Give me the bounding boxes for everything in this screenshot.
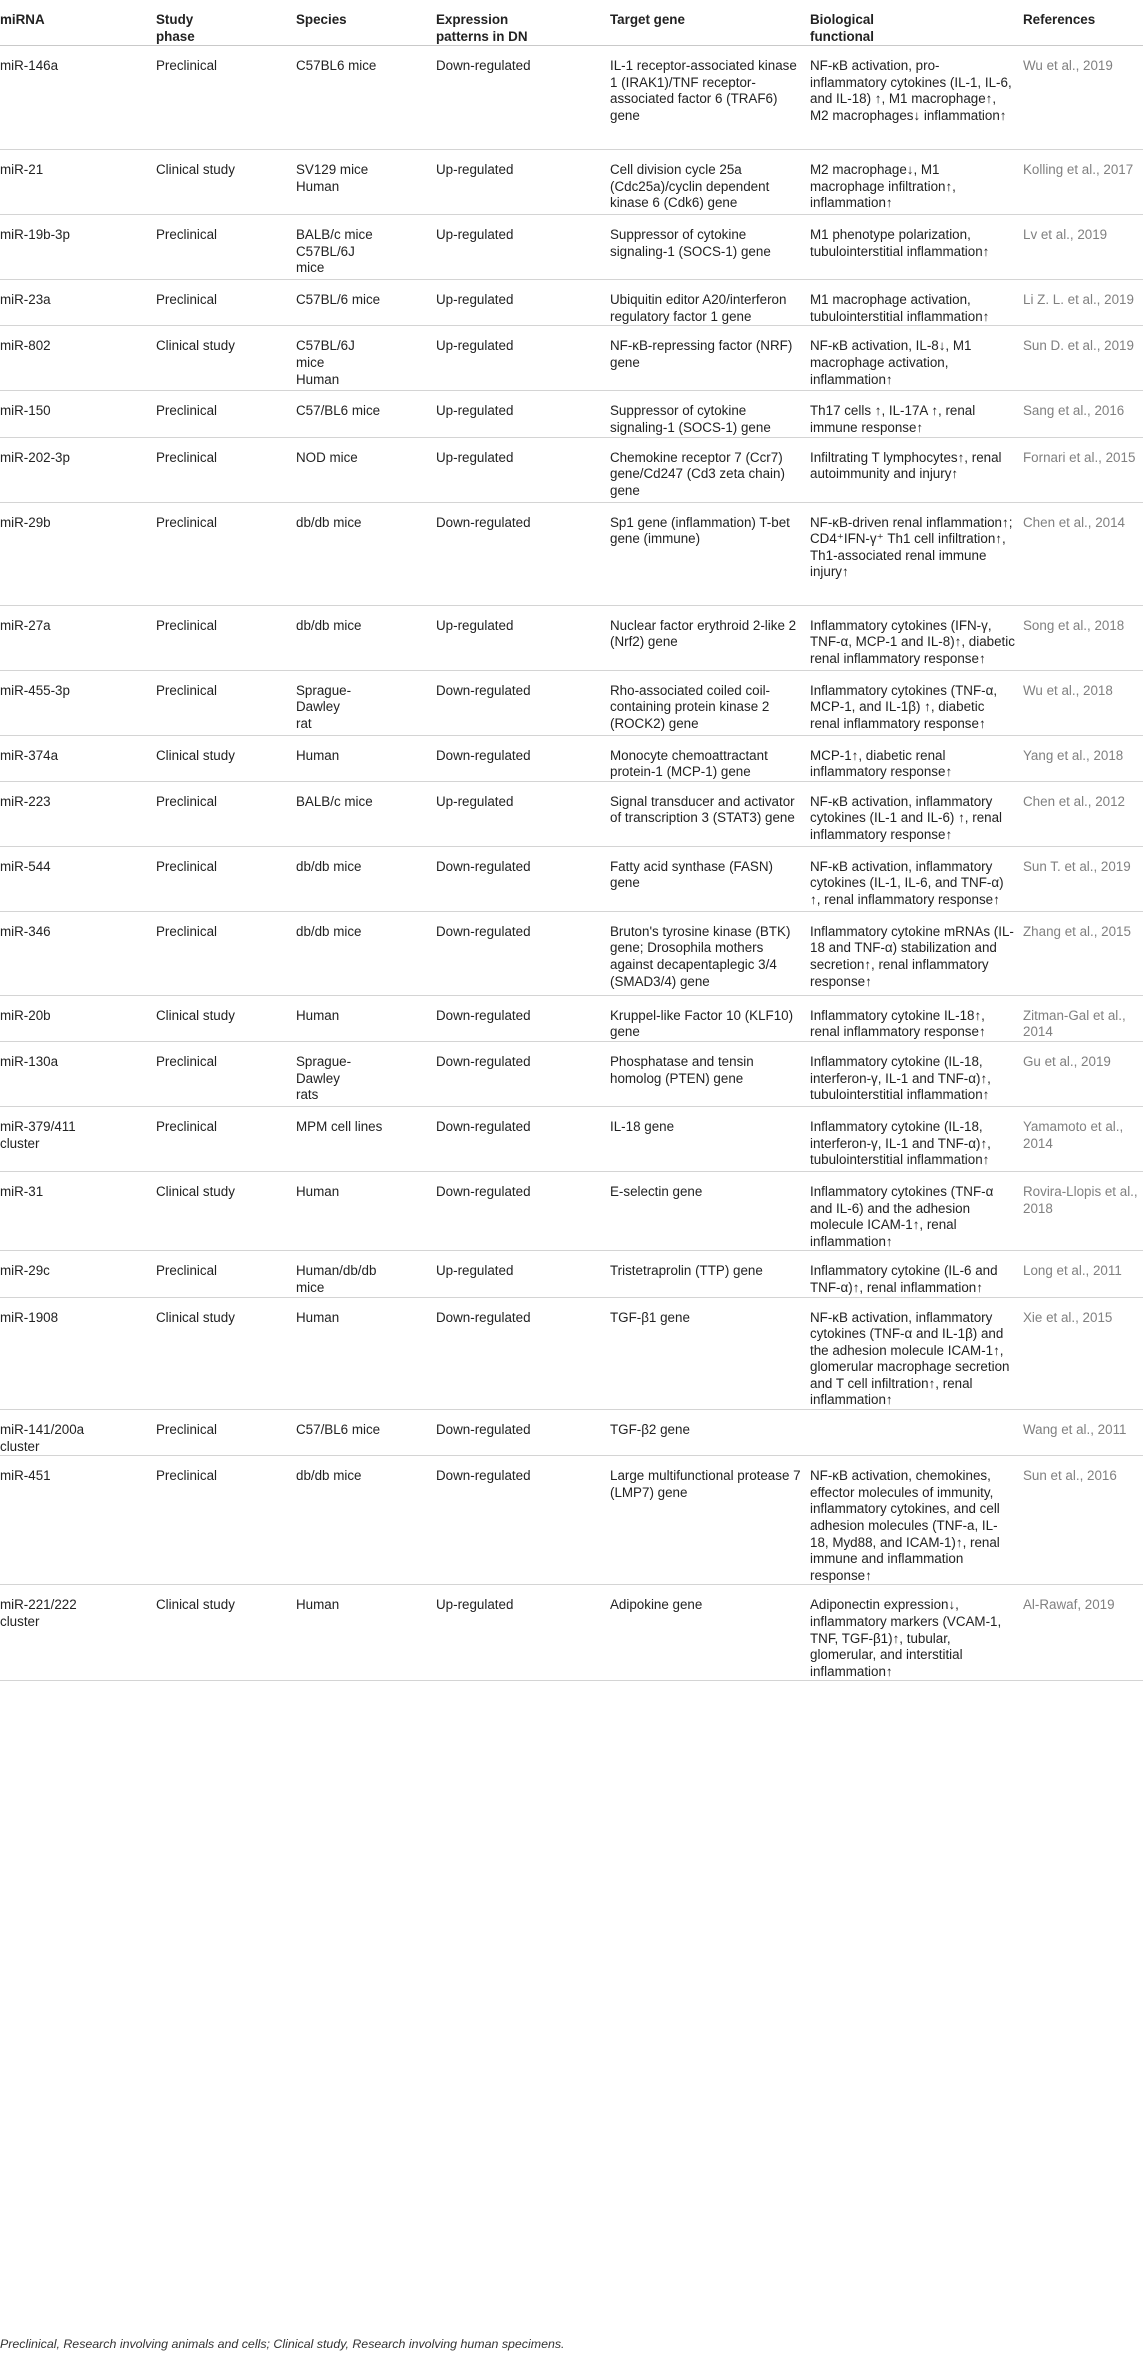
cell-biological-function: Inflammatory cytokines (TNF-α, MCP-1, and IL-1β) ↑, diabetic renal inflammatory response↑ (806, 670, 1019, 735)
cell-target-gene: E-selectin gene (606, 1171, 806, 1250)
cell-reference: Yang et al., 2018 (1019, 735, 1143, 781)
cell-target-gene: Fatty acid synthase (FASN) gene (606, 846, 806, 911)
cell-reference: Gu et al., 2019 (1019, 1041, 1143, 1106)
cell-mirna: miR-202-3p (0, 437, 152, 502)
cell-target-gene: Signal transducer and activator of transcription 3 (STAT3) gene (606, 781, 806, 846)
cell-reference: Sun et al., 2016 (1019, 1456, 1143, 1585)
cell-expression: Down-regulated (432, 735, 606, 781)
cell-biological-function: NF-κB activation, inflammatory cytokines (IL-1 and IL-6) ↑, renal inflammatory response↑ (806, 781, 1019, 846)
cell-mirna: miR-379/411 cluster (0, 1106, 152, 1171)
cell-reference: Chen et al., 2012 (1019, 781, 1143, 846)
cell-target-gene: Cell division cycle 25a (Cdc25a)/cyclin dependent kinase 6 (Cdk6) gene (606, 150, 806, 215)
cell-biological-function: Th17 cells ↑, IL-17A ↑, renal immune response↑ (806, 391, 1019, 437)
cell-biological-function: NF-κB-driven renal inflammation↑; CD4⁺IFN-γ⁺ Th1 cell infiltration↑, Th1-associated renal immune injury↑ (806, 502, 1019, 605)
cell-mirna: miR-1908 (0, 1297, 152, 1410)
cell-species: Human (292, 1297, 432, 1410)
cell-target-gene: Chemokine receptor 7 (Ccr7) gene/Cd247 (Cd3 zeta chain) gene (606, 437, 806, 502)
cell-study-phase: Preclinical (152, 391, 292, 437)
cell-species: BALB/c mice (292, 781, 432, 846)
cell-mirna: miR-21 (0, 150, 152, 215)
cell-reference: Li Z. L. et al., 2019 (1019, 280, 1143, 326)
cell-species: Sprague- Dawley rat (292, 670, 432, 735)
cell-biological-function: Inflammatory cytokines (TNF-α and IL-6) and the adhesion molecule ICAM-1↑, renal inflammation↑ (806, 1171, 1019, 1250)
table-row (0, 1171, 1143, 1250)
cell-expression: Up-regulated (432, 781, 606, 846)
cell-mirna: miR-374a (0, 735, 152, 781)
cell-reference: Zitman-Gal et al., 2014 (1019, 995, 1143, 1041)
cell-species: Human (292, 735, 432, 781)
cell-mirna: miR-141/200a cluster (0, 1410, 152, 1456)
cell-target-gene: Sp1 gene (inflammation) T-bet gene (immune) (606, 502, 806, 605)
cell-reference: Sang et al., 2016 (1019, 391, 1143, 437)
cell-expression: Up-regulated (432, 1585, 606, 1681)
cell-expression: Up-regulated (432, 215, 606, 280)
table-row (0, 1251, 1143, 1297)
cell-expression: Down-regulated (432, 1171, 606, 1250)
cell-study-phase: Clinical study (152, 150, 292, 215)
cell-expression: Up-regulated (432, 280, 606, 326)
cell-expression: Up-regulated (432, 326, 606, 391)
cell-mirna: miR-146a (0, 46, 152, 150)
cell-species: db/db mice (292, 911, 432, 995)
cell-target-gene: IL-18 gene (606, 1106, 806, 1171)
table-row (0, 391, 1143, 437)
cell-species: Human (292, 1171, 432, 1250)
cell-expression: Up-regulated (432, 1251, 606, 1297)
cell-expression: Down-regulated (432, 46, 606, 150)
cell-species: db/db mice (292, 846, 432, 911)
cell-biological-function: Inflammatory cytokine (IL-18, interferon-γ, IL-1 and TNF-α)↑, tubulointerstitial inflammation↑ (806, 1041, 1019, 1106)
cell-species: SV129 mice Human (292, 150, 432, 215)
cell-study-phase: Preclinical (152, 280, 292, 326)
cell-target-gene: Suppressor of cytokine signaling-1 (SOCS-1) gene (606, 391, 806, 437)
header-references: References (1019, 0, 1143, 46)
cell-target-gene: Rho-associated coiled coil-containing protein kinase 2 (ROCK2) gene (606, 670, 806, 735)
cell-study-phase: Clinical study (152, 1171, 292, 1250)
cell-study-phase: Preclinical (152, 215, 292, 280)
table-row (0, 1456, 1143, 1585)
cell-target-gene: Ubiquitin editor A20/interferon regulatory factor 1 gene (606, 280, 806, 326)
cell-species: NOD mice (292, 437, 432, 502)
cell-expression: Down-regulated (432, 1456, 606, 1585)
cell-study-phase: Preclinical (152, 46, 292, 150)
table-row (0, 215, 1143, 280)
cell-study-phase: Clinical study (152, 326, 292, 391)
cell-biological-function: Inflammatory cytokine (IL-18, interferon-γ, IL-1 and TNF-α)↑, tubulointerstitial inflammation↑ (806, 1106, 1019, 1171)
cell-study-phase: Clinical study (152, 1297, 292, 1410)
cell-mirna: miR-27a (0, 605, 152, 670)
cell-reference: Lv et al., 2019 (1019, 215, 1143, 280)
table-row (0, 502, 1143, 605)
cell-study-phase: Preclinical (152, 1041, 292, 1106)
cell-target-gene: Bruton's tyrosine kinase (BTK) gene; Drosophila mothers against decapentaplegic 3/4 (SMAD3/4) gene (606, 911, 806, 995)
cell-species: C57BL6 mice (292, 46, 432, 150)
cell-target-gene: IL-1 receptor-associated kinase 1 (IRAK1)/TNF receptor-associated factor 6 (TRAF6) gene (606, 46, 806, 150)
table-row (0, 781, 1143, 846)
cell-target-gene: Nuclear factor erythroid 2-like 2 (Nrf2) gene (606, 605, 806, 670)
table-row (0, 846, 1143, 911)
header-expression-patterns: Expression patterns in DN (432, 0, 606, 46)
cell-biological-function: NF-κB activation, inflammatory cytokines (IL-1, IL-6, and TNF-α) ↑, renal inflammatory response↑ (806, 846, 1019, 911)
cell-mirna: miR-20b (0, 995, 152, 1041)
cell-species: MPM cell lines (292, 1106, 432, 1171)
table-row (0, 150, 1143, 215)
cell-species: BALB/c mice C57BL/6J mice (292, 215, 432, 280)
cell-study-phase: Preclinical (152, 437, 292, 502)
cell-biological-function: NF-κB activation, IL-8↓, M1 macrophage activation, inflammation↑ (806, 326, 1019, 391)
cell-expression: Down-regulated (432, 502, 606, 605)
cell-mirna: miR-802 (0, 326, 152, 391)
cell-expression: Down-regulated (432, 670, 606, 735)
header-mirna: miRNA (0, 0, 152, 46)
cell-target-gene: Tristetraprolin (TTP) gene (606, 1251, 806, 1297)
cell-study-phase: Preclinical (152, 670, 292, 735)
table-row (0, 670, 1143, 735)
cell-species: C57/BL6 mice (292, 1410, 432, 1456)
cell-target-gene: Monocyte chemoattractant protein-1 (MCP-1) gene (606, 735, 806, 781)
header-row (0, 0, 1143, 46)
table-row (0, 437, 1143, 502)
header-species: Species (292, 0, 432, 46)
cell-biological-function: NF-κB activation, chemokines, effector molecules of immunity, inflammatory cytokines, and cell adhesion molecules (TNF-a, IL-18, Myd88, and ICAM-1)↑, renal immune and inflammation response↑ (806, 1456, 1019, 1585)
cell-expression: Down-regulated (432, 1041, 606, 1106)
table-row (0, 46, 1143, 150)
table-row (0, 1410, 1143, 1456)
cell-expression: Down-regulated (432, 1410, 606, 1456)
cell-reference: Wu et al., 2019 (1019, 46, 1143, 150)
cell-study-phase: Preclinical (152, 781, 292, 846)
cell-reference: Fornari et al., 2015 (1019, 437, 1143, 502)
cell-mirna: miR-19b-3p (0, 215, 152, 280)
cell-reference: Wu et al., 2018 (1019, 670, 1143, 735)
cell-study-phase: Preclinical (152, 846, 292, 911)
header-biological-functional: Biological functional (806, 0, 1019, 46)
cell-mirna: miR-29b (0, 502, 152, 605)
cell-expression: Up-regulated (432, 437, 606, 502)
cell-mirna: miR-346 (0, 911, 152, 995)
table-row (0, 1585, 1143, 1681)
cell-expression: Down-regulated (432, 1297, 606, 1410)
cell-species: Human (292, 1585, 432, 1681)
table-row (0, 995, 1143, 1041)
cell-study-phase: Clinical study (152, 735, 292, 781)
cell-biological-function (806, 1410, 1019, 1456)
table-row (0, 1041, 1143, 1106)
cell-mirna: miR-29c (0, 1251, 152, 1297)
table-row (0, 911, 1143, 995)
cell-target-gene: Large multifunctional protease 7 (LMP7) gene (606, 1456, 806, 1585)
cell-expression: Down-regulated (432, 1106, 606, 1171)
cell-species: Sprague- Dawley rats (292, 1041, 432, 1106)
table-body (0, 46, 1143, 1681)
cell-mirna: miR-221/222 cluster (0, 1585, 152, 1681)
cell-study-phase: Preclinical (152, 502, 292, 605)
cell-reference: Yamamoto et al., 2014 (1019, 1106, 1143, 1171)
cell-target-gene: Suppressor of cytokine signaling-1 (SOCS-1) gene (606, 215, 806, 280)
cell-study-phase: Preclinical (152, 605, 292, 670)
cell-species: Human/db/db mice (292, 1251, 432, 1297)
cell-study-phase: Clinical study (152, 1585, 292, 1681)
cell-expression: Down-regulated (432, 911, 606, 995)
cell-species: db/db mice (292, 502, 432, 605)
table-row (0, 605, 1143, 670)
cell-expression: Down-regulated (432, 995, 606, 1041)
cell-species: db/db mice (292, 605, 432, 670)
cell-biological-function: Inflammatory cytokine mRNAs (IL-18 and TNF-α) stabilization and secretion↑, renal inflammatory response↑ (806, 911, 1019, 995)
table-footnote: Preclinical, Research involving animals and cells; Clinical study, Research involving human specimens. (0, 2337, 565, 2351)
cell-study-phase: Preclinical (152, 1410, 292, 1456)
cell-biological-function: Inflammatory cytokine (IL-6 and TNF-α)↑, renal inflammation↑ (806, 1251, 1019, 1297)
cell-biological-function: NF-κB activation, pro-inflammatory cytokines (IL-1, IL-6, and IL-18) ↑, M1 macrophage↑, M2 macrophages↓ inflammation↑ (806, 46, 1019, 150)
cell-reference: Al-Rawaf, 2019 (1019, 1585, 1143, 1681)
cell-expression: Up-regulated (432, 150, 606, 215)
cell-reference: Zhang et al., 2015 (1019, 911, 1143, 995)
header-target-gene: Target gene (606, 0, 806, 46)
cell-mirna: miR-23a (0, 280, 152, 326)
table-row (0, 1297, 1143, 1410)
cell-biological-function: MCP-1↑, diabetic renal inflammatory response↑ (806, 735, 1019, 781)
cell-reference: Xie et al., 2015 (1019, 1297, 1143, 1410)
cell-species: C57/BL6 mice (292, 391, 432, 437)
cell-reference: Chen et al., 2014 (1019, 502, 1143, 605)
cell-reference: Song et al., 2018 (1019, 605, 1143, 670)
cell-biological-function: M2 macrophage↓, M1 macrophage infiltration↑, inflammation↑ (806, 150, 1019, 215)
table-row (0, 735, 1143, 781)
cell-study-phase: Preclinical (152, 1106, 292, 1171)
cell-species: C57BL/6J mice Human (292, 326, 432, 391)
cell-reference: Rovira-Llopis et al., 2018 (1019, 1171, 1143, 1250)
cell-study-phase: Preclinical (152, 1456, 292, 1585)
cell-mirna: miR-31 (0, 1171, 152, 1250)
cell-biological-function: Inflammatory cytokine IL-18↑, renal inflammatory response↑ (806, 995, 1019, 1041)
cell-biological-function: M1 macrophage activation, tubulointerstitial inflammation↑ (806, 280, 1019, 326)
cell-mirna: miR-455-3p (0, 670, 152, 735)
cell-reference: Sun T. et al., 2019 (1019, 846, 1143, 911)
cell-target-gene: Adipokine gene (606, 1585, 806, 1681)
cell-species: C57BL/6 mice (292, 280, 432, 326)
cell-reference: Long et al., 2011 (1019, 1251, 1143, 1297)
cell-species: db/db mice (292, 1456, 432, 1585)
cell-mirna: miR-223 (0, 781, 152, 846)
cell-study-phase: Preclinical (152, 1251, 292, 1297)
cell-target-gene: Kruppel-like Factor 10 (KLF10) gene (606, 995, 806, 1041)
cell-expression: Up-regulated (432, 605, 606, 670)
cell-target-gene: TGF-β1 gene (606, 1297, 806, 1410)
cell-target-gene: NF-κB-repressing factor (NRF) gene (606, 326, 806, 391)
cell-species: Human (292, 995, 432, 1041)
cell-reference: Wang et al., 2011 (1019, 1410, 1143, 1456)
table-row (0, 280, 1143, 326)
cell-biological-function: NF-κB activation, inflammatory cytokines (TNF-α and IL-1β) and the adhesion molecule ICAM-1↑, glomerular macrophage secretion and T cell infiltration↑, renal inflammation↑ (806, 1297, 1019, 1410)
cell-target-gene: Phosphatase and tensin homolog (PTEN) gene (606, 1041, 806, 1106)
cell-study-phase: Preclinical (152, 911, 292, 995)
cell-mirna: miR-130a (0, 1041, 152, 1106)
table-row (0, 326, 1143, 391)
cell-reference: Sun D. et al., 2019 (1019, 326, 1143, 391)
table-row (0, 1106, 1143, 1171)
cell-expression: Up-regulated (432, 391, 606, 437)
cell-biological-function: Adiponectin expression↓, inflammatory markers (VCAM-1, TNF, TGF-β1)↑, tubular, glomerular, and interstitial inflammation↑ (806, 1585, 1019, 1681)
cell-reference: Kolling et al., 2017 (1019, 150, 1143, 215)
cell-mirna: miR-150 (0, 391, 152, 437)
cell-expression: Down-regulated (432, 846, 606, 911)
cell-mirna: miR-451 (0, 1456, 152, 1585)
cell-biological-function: M1 phenotype polarization, tubulointerstitial inflammation↑ (806, 215, 1019, 280)
cell-target-gene: TGF-β2 gene (606, 1410, 806, 1456)
cell-study-phase: Clinical study (152, 995, 292, 1041)
header-study-phase: Study phase (152, 0, 292, 46)
cell-mirna: miR-544 (0, 846, 152, 911)
cell-biological-function: Infiltrating T lymphocytes↑, renal autoimmunity and injury↑ (806, 437, 1019, 502)
cell-biological-function: Inflammatory cytokines (IFN-γ, TNF-α, MCP-1 and IL-8)↑, diabetic renal inflammatory response↑ (806, 605, 1019, 670)
